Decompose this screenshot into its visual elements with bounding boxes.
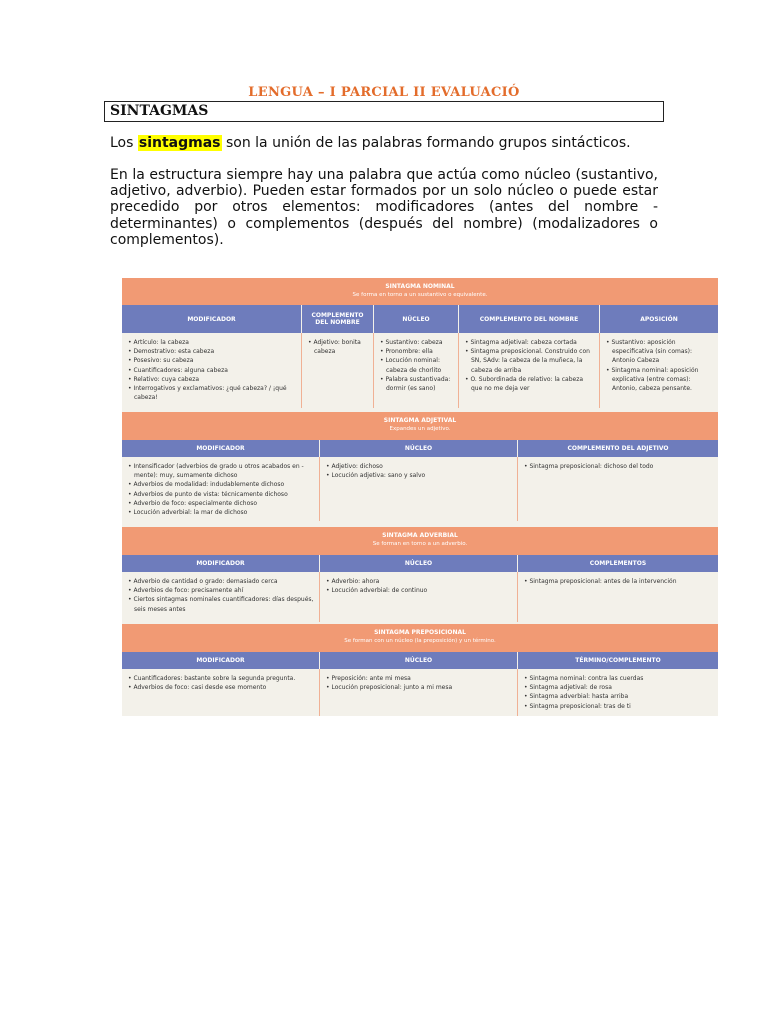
block-title xyxy=(122,412,718,440)
list-item: • O. Subordinada de relativo: la cabeza que no me deja ver xyxy=(465,375,595,393)
list-item: • Sintagma adjetival: de rosa xyxy=(524,683,714,692)
block-subtitle: Se forman en torno a un adverbio. xyxy=(372,541,468,547)
block-title-text: SINTAGMA NOMINAL xyxy=(385,283,455,290)
list-item: • Sustantivo: cabeza xyxy=(380,338,454,347)
list-item: • Sintagma nominal: contra las cuerdas xyxy=(524,674,714,683)
body-row xyxy=(122,669,718,716)
list-item: • Sintagma nominal: aposición explicativa (entre comas): Antonio, cabeza pensante. xyxy=(606,366,714,394)
table-cell xyxy=(122,333,302,408)
bullet-list xyxy=(128,462,315,517)
table-cell xyxy=(374,333,459,408)
header-row xyxy=(122,555,718,572)
bullet-list xyxy=(326,462,513,480)
body-row xyxy=(122,572,718,622)
bullet-list xyxy=(128,338,297,402)
list-item: • Adverbio de cantidad o grado: demasiado cerca xyxy=(128,577,315,586)
list-item: • Sintagma preposicional: antes de la intervención xyxy=(524,577,714,586)
bullet-list xyxy=(128,577,315,614)
table-cell xyxy=(122,669,320,716)
list-item: • Sintagma preposicional: dichoso del todo xyxy=(524,462,714,471)
list-item: • Adverbios de modalidad: indudablemente dichoso xyxy=(128,480,315,489)
bullet-list xyxy=(524,577,714,586)
block-subtitle: Se forman con un núcleo (la preposición) y un término. xyxy=(344,638,496,644)
list-item: • Ciertos sintagmas nominales cuantificadores: días después, seis meses antes xyxy=(128,595,315,613)
bullet-list xyxy=(524,462,714,471)
header-cell: COMPLEMENTO DEL NOMBRE xyxy=(302,305,374,333)
list-item: • Interrogativos y exclamativos: ¿qué cabeza? / ¡qué cabeza! xyxy=(128,384,297,402)
list-item: • Adverbios de foco: casi desde ese momento xyxy=(128,683,315,692)
header-cell: COMPLEMENTO DEL NOMBRE xyxy=(459,305,600,333)
block-title-text: SINTAGMA ADVERBIAL xyxy=(382,532,458,539)
header-cell: MODIFICADOR xyxy=(122,305,302,333)
block-sintagma-adjetival xyxy=(122,412,718,521)
document-title: LENGUA – I PARCIAL II EVALUACIÓ xyxy=(248,85,520,100)
table-cell xyxy=(122,457,320,521)
list-item: • Sintagma preposicional. Construido con SN, SAdv: la cabeza de la muñeca, la cabeza de arriba xyxy=(465,347,595,375)
bullet-list xyxy=(380,338,454,393)
list-item: • Cuantificadores: alguna cabeza xyxy=(128,366,297,375)
bullet-list xyxy=(326,674,513,692)
body-row xyxy=(122,457,718,521)
block-title xyxy=(122,527,718,555)
list-item: • Cuantificadores: bastante sobre la segunda pregunta. xyxy=(128,674,315,683)
table-cell xyxy=(518,669,718,716)
block-title xyxy=(122,624,718,652)
header-cell: APOSICIÓN xyxy=(640,315,678,323)
list-item: • Preposición: ante mi mesa xyxy=(326,674,513,683)
list-item: • Sintagma adjetival: cabeza cortada xyxy=(465,338,595,347)
block-sintagma-adverbial xyxy=(122,527,718,622)
bullet-list xyxy=(128,674,315,692)
block-title-text: SINTAGMA PREPOSICIONAL xyxy=(374,629,466,636)
list-item: • Locución preposicional: junto a mi mesa xyxy=(326,683,513,692)
bullet-list xyxy=(606,338,714,393)
bullet-list xyxy=(326,577,513,595)
list-item: • Locución adverbial: la mar de dichoso xyxy=(128,508,315,517)
header-cell: NÚCLEO xyxy=(320,440,518,457)
table-cell xyxy=(518,572,718,622)
intro-before: Los xyxy=(110,135,134,151)
header-cell: COMPLEMENTOS xyxy=(589,560,647,567)
block-subtitle: Expandes un adjetivo. xyxy=(389,426,451,432)
list-item: • Adverbios de foco: precisamente ahí xyxy=(128,586,315,595)
header-row xyxy=(122,440,718,457)
list-item: • Adverbio: ahora xyxy=(326,577,513,586)
block-subtitle: Se forma en torno a un sustantivo o equivalente. xyxy=(352,292,488,298)
list-item: • Pronombre: ella xyxy=(380,347,454,356)
header-cell: COMPLEMENTO DEL ADJETIVO xyxy=(567,445,669,452)
list-item: • Relativo: cuya cabeza xyxy=(128,375,297,384)
header-cell: NÚCLEO xyxy=(320,555,518,572)
block-title-text: SINTAGMA ADJETIVAL xyxy=(383,417,457,424)
table-cell xyxy=(518,457,718,521)
header-cell: NÚCLEO xyxy=(374,305,459,333)
table-cell xyxy=(320,572,518,622)
list-item: • Sintagma preposicional: tras de ti xyxy=(524,702,714,711)
header-cell: TÉRMINO/COMPLEMENTO xyxy=(575,657,661,664)
intro-after: son la unión de las palabras formando grupos sintácticos. xyxy=(225,135,631,151)
list-item: • Adverbio de foco: especialmente dichoso xyxy=(128,499,315,508)
table-cell xyxy=(302,333,374,408)
list-item: • Posesivo: su cabeza xyxy=(128,356,297,365)
body-row xyxy=(122,333,718,408)
list-item: • Demostrativo: esta cabeza xyxy=(128,347,297,356)
bullet-list xyxy=(524,674,714,711)
header-row xyxy=(122,652,718,669)
list-item: • Adverbios de punto de vista: técnicamente dichoso xyxy=(128,490,315,499)
block-sintagma-nominal xyxy=(122,278,718,408)
header-cell: MODIFICADOR xyxy=(122,652,320,669)
list-item: • Intensificador (adverbios de grado u otros acabados en -mente): muy, sumamente dichoso xyxy=(128,462,315,480)
header-cell: NÚCLEO xyxy=(320,652,518,669)
list-item: • Palabra sustantivada: dormir (es sano) xyxy=(380,375,454,393)
bullet-list xyxy=(465,338,595,393)
list-item: • Locución nominal: cabeza de chorlito xyxy=(380,356,454,374)
list-item: • Artículo: la cabeza xyxy=(128,338,297,347)
table-cell xyxy=(320,669,518,716)
header-row xyxy=(122,305,718,333)
section-heading: SINTAGMAS xyxy=(104,101,664,122)
list-item: • Locución adverbial: de continuo xyxy=(326,586,513,595)
table-cell xyxy=(320,457,518,521)
list-item: • Sustantivo: aposición especificativa (sin comas): Antonio Cabeza xyxy=(606,338,714,366)
bullet-list xyxy=(308,338,369,356)
intro-sentence xyxy=(110,135,658,151)
sintagmas-infographic xyxy=(122,278,718,716)
table-cell xyxy=(459,333,600,408)
list-item: • Adjetivo: bonita cabeza xyxy=(308,338,369,356)
list-item: • Adjetivo: dichoso xyxy=(326,462,513,471)
header-cell: MODIFICADOR xyxy=(122,440,320,457)
structure-paragraph: En la estructura siempre hay una palabra que actúa como núcleo (sustantivo, adjetivo, adverbio). Pueden estar formados por un solo núcleo o puede estar precedido por otros elementos: modificadores (antes del nombre - determinantes) o complementos (después del nombre) (modalizadores o complementos). xyxy=(110,167,658,248)
highlighted-term: sintagmas xyxy=(138,135,221,151)
list-item: • Sintagma adverbial: hasta arriba xyxy=(524,692,714,701)
list-item: • Locución adjetiva: sano y salvo xyxy=(326,471,513,480)
table-cell xyxy=(600,333,718,408)
table-cell xyxy=(122,572,320,622)
header-cell: MODIFICADOR xyxy=(122,555,320,572)
block-sintagma-preposicional xyxy=(122,624,718,716)
block-title xyxy=(122,278,718,305)
